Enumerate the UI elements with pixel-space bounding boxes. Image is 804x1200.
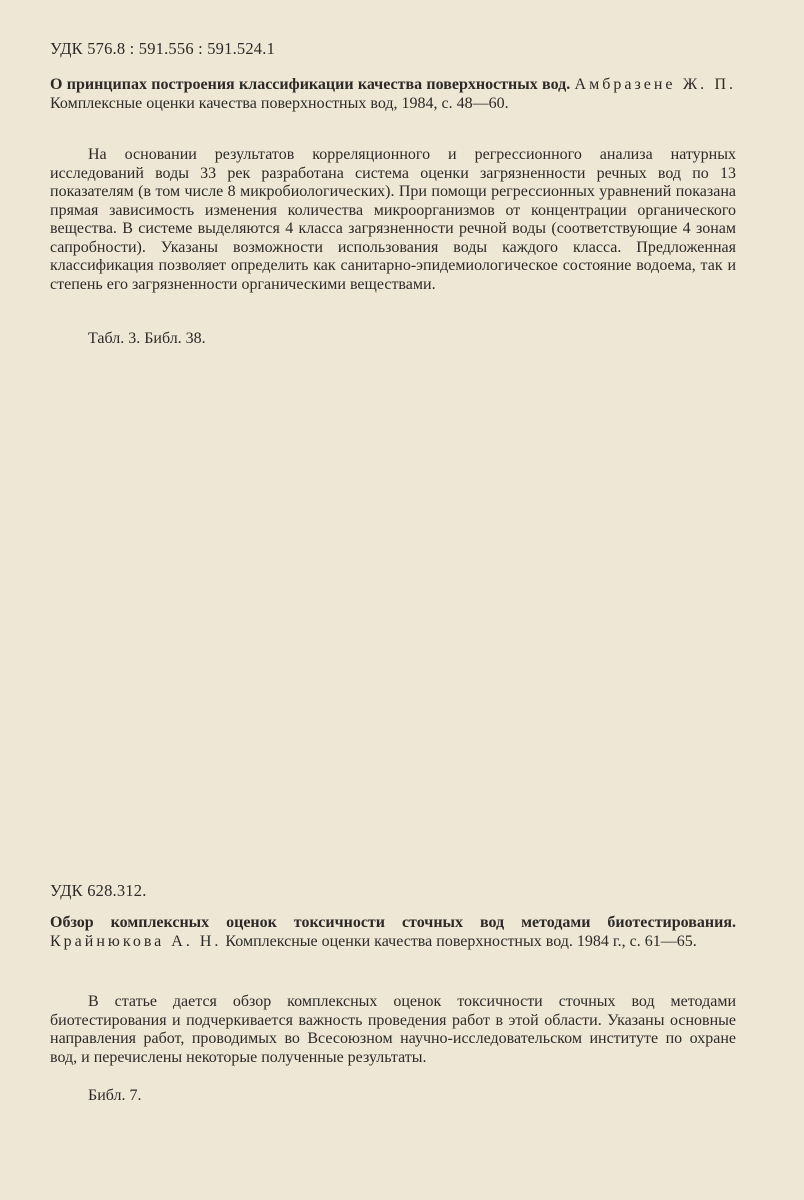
article-author: Крайнюкова А. Н. bbox=[50, 932, 222, 950]
abstract-text: На основании результатов корреляционного и регрессионного анализа натурных исследований воды 33 рек разработана система оценки загрязненности речных вод по 13 показателям (в том числе 8 микробиологических). При помощи регрессионных уравнений показана прямая зависимость изменения количества микроорганизмов от концентрации органического вещества. В системе выделяются 4 класса загрязненности речной воды (соответствующие 4 зонам сапробности). Указаны возможности использования воды каждого класса. Предложенная классификация позволяет определить как санитарно-эпидемиологическое состояние водоема, так и степень его загрязненности органическими веществами. bbox=[50, 146, 736, 293]
article-source: Комплексные оценки качества поверхностных вод. 1984 г., с. 61—65. bbox=[225, 932, 697, 950]
article-author: Амбразене Ж. П. bbox=[574, 76, 737, 93]
bibliography-note: Библ. 7. bbox=[88, 1087, 142, 1104]
article-source: Комплексные оценки качества поверхностных вод, 1984, с. 48—60. bbox=[50, 94, 509, 112]
bibliographic-reference bbox=[50, 914, 736, 951]
udc-code: УДК 576.8 : 591.556 : 591.524.1 bbox=[50, 39, 276, 58]
abstract-text: В статье дается обзор комплексных оценок токсичности сточных вод методами биотестирования и подчеркивается важность проведения работ в этой области. Указаны основные направления работ, проводимых во Всесоюзном научно-исследовательском институте по охране вод, и перечислены некоторые полученные результаты. bbox=[50, 993, 736, 1066]
udc-code: УДК 628.312. bbox=[50, 881, 147, 900]
bibliographic-reference bbox=[50, 76, 736, 113]
tables-bibliography-note: Табл. 3. Библ. 38. bbox=[88, 330, 206, 347]
article-title: Обзор комплексных оценок токсичности сточных вод методами биотестирования. bbox=[50, 914, 736, 931]
article-title: О принципах построения классификации качества поверхностных вод. bbox=[50, 76, 571, 93]
